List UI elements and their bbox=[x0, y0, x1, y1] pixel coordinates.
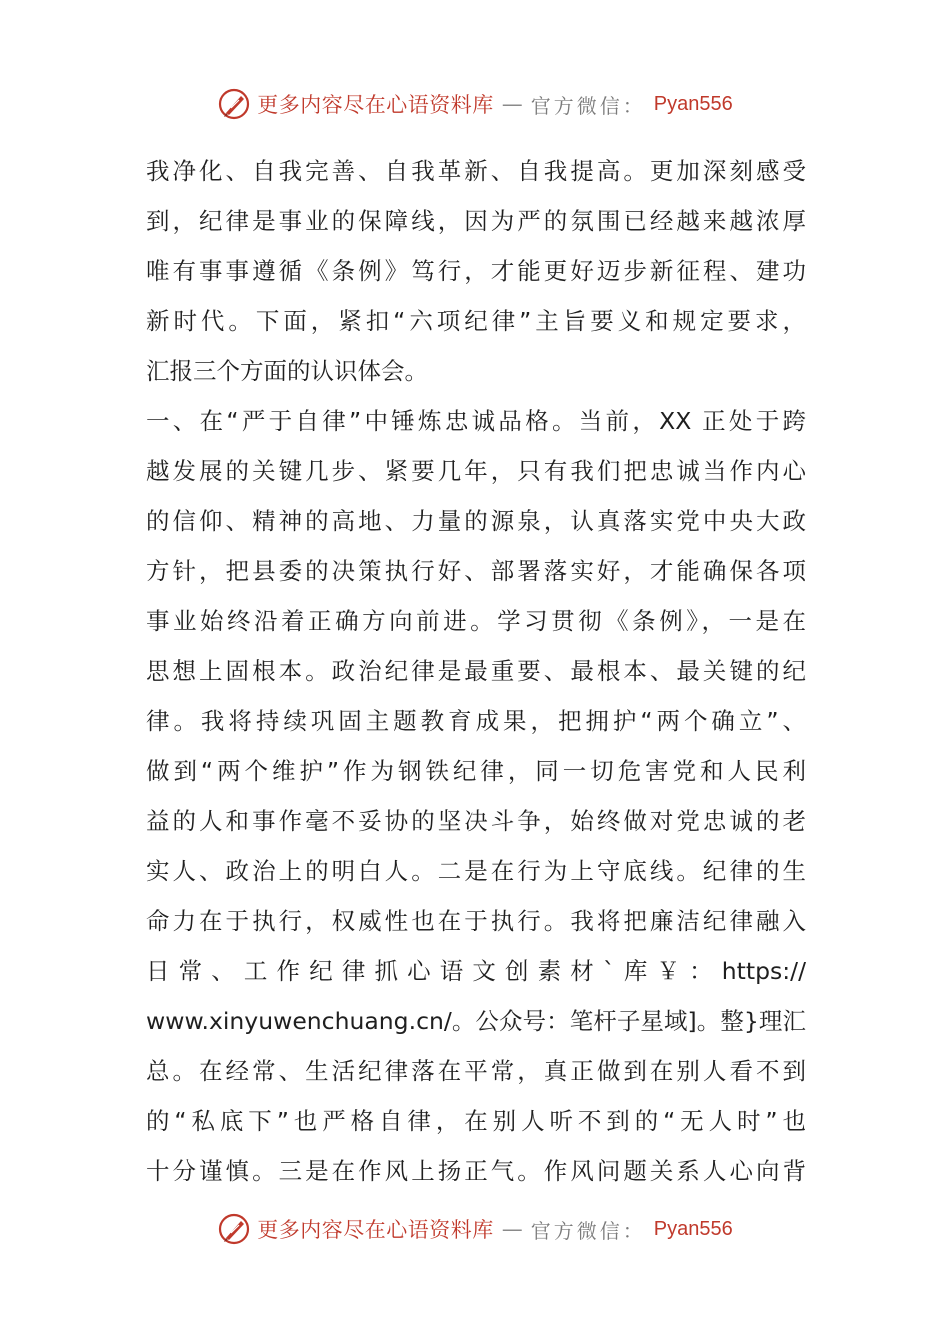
body-text bbox=[146, 146, 806, 1196]
text-line: 思想上固根本。政治纪律是最重要、最根本、最关键的纪 bbox=[146, 657, 806, 685]
text-line: 命力在于执行，权威性也在于执行。我将把廉洁纪律融入 bbox=[146, 907, 806, 935]
text-line: www.xinyuwenchuang.cn/。公众号：笔杆子星域]。整}理汇 bbox=[146, 1007, 806, 1035]
quill-pen-logo-icon bbox=[217, 87, 251, 121]
text-line: 一、在“严于自律”中锤炼忠诚品格。当前，XX 正处于跨 bbox=[146, 407, 806, 435]
text-line: 唯有事事遵循《条例》笃行，才能更好迈步新征程、建功 bbox=[146, 257, 806, 285]
text-line: 益的人和事作毫不妥协的坚决斗争，始终做对党忠诚的老 bbox=[146, 807, 806, 835]
text-line: 十分谨慎。三是在作风上扬正气。作风问题关系人心向背 bbox=[146, 1157, 806, 1185]
text-line: 新时代。下面，紧扣“六项纪律”主旨要义和规定要求， bbox=[146, 307, 806, 335]
banner-brand-text: 更多内容尽在心语资料库 bbox=[257, 93, 494, 117]
text-line: 实人、政治上的明白人。二是在行为上守底线。纪律的生 bbox=[146, 857, 806, 885]
banner-official-label: 官方微信： bbox=[530, 1218, 646, 1243]
text-line: 律。我将持续巩固主题教育成果，把拥护“两个确立”、 bbox=[146, 707, 806, 735]
text-line: 的信仰、精神的高地、力量的源泉，认真落实党中央大政 bbox=[146, 507, 806, 535]
banner-brand-text: 更多内容尽在心语资料库 bbox=[257, 1218, 494, 1242]
text-line: 总。在经常、生活纪律落在平常，真正做到在别人看不到 bbox=[146, 1057, 806, 1085]
banner-wechat-id: Pyan556 bbox=[653, 1217, 733, 1240]
text-line: 我净化、自我完善、自我革新、自我提高。更加深刻感受 bbox=[146, 157, 806, 185]
banner-dash: — bbox=[501, 1217, 523, 1241]
text-line: 越发展的关键几步、紧要几年，只有我们把忠诚当作内心 bbox=[146, 457, 806, 485]
header-banner bbox=[0, 84, 950, 124]
text-line: 做到“两个维护”作为钢铁纪律，同一切危害党和人民利 bbox=[146, 757, 806, 785]
quill-pen-logo-icon bbox=[217, 1212, 251, 1246]
text-line: 的“私底下”也严格自律，在别人听不到的“无人时”也 bbox=[146, 1107, 806, 1135]
text-line: 事业始终沿着正确方向前进。学习贯彻《条例》，一是在 bbox=[146, 607, 806, 635]
text-line: 日常、工作纪律抓心语文创素材`库￥：https:// bbox=[146, 957, 806, 985]
banner-dash: — bbox=[501, 92, 523, 116]
text-line: 到，纪律是事业的保障线，因为严的氛围已经越来越浓厚 bbox=[146, 207, 806, 235]
text-line: 方针，把县委的决策执行好、部署落实好，才能确保各项 bbox=[146, 557, 806, 585]
banner-official-label: 官方微信： bbox=[530, 93, 646, 118]
footer-banner bbox=[0, 1209, 950, 1249]
banner-wechat-id: Pyan556 bbox=[653, 92, 733, 115]
text-line: 汇报三个方面的认识体会。 bbox=[146, 357, 428, 385]
